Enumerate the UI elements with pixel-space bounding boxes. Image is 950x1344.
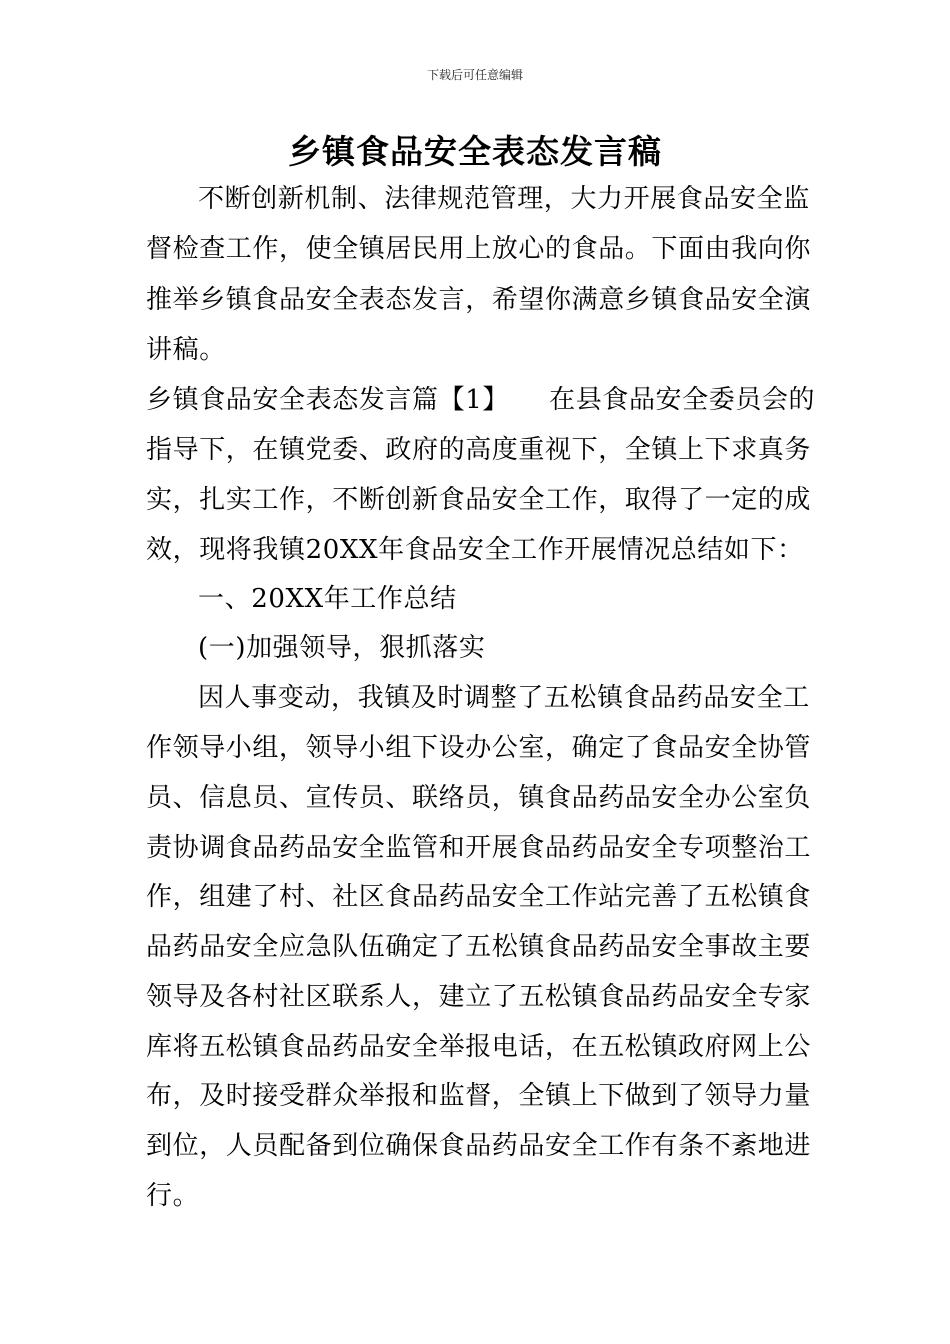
section-heading-line: 乡镇食品安全表态发言篇【1】 在县食品安全委员会的 (146, 385, 816, 415)
body-line: 库将五松镇食品药品安全举报电话，在五松镇政府网上公 (146, 1032, 812, 1062)
body-line: 不断创新机制、法律规范管理，大力开展食品安全监 (198, 184, 810, 214)
body-line: 布，及时接受群众举报和监督，全镇上下做到了领导力量 (146, 1081, 812, 1111)
body-line: 行。 (146, 1181, 200, 1211)
body-line: 实，扎实工作，不断创新食品安全工作，取得了一定的成 (146, 485, 812, 515)
subheading-line: 一、20XX年工作总结 (198, 584, 457, 614)
body-line: 作，组建了村、社区食品药品安全工作站完善了五松镇食 (146, 882, 812, 912)
document-title: 乡镇食品安全表态发言稿 (288, 132, 662, 171)
body-line: 领导及各村社区联系人，建立了五松镇食品药品安全专家 (146, 982, 812, 1012)
body-line: 作领导小组，领导小组下设办公室，确定了食品安全协管 (146, 733, 812, 763)
body-line: 因人事变动，我镇及时调整了五松镇食品药品安全工 (198, 683, 810, 713)
body-line: 品药品安全应急队伍确定了五松镇食品药品安全事故主要 (146, 932, 812, 962)
body-line: 责协调食品药品安全监管和开展食品药品安全专项整治工 (146, 833, 812, 863)
header-note: 下载后可任意编辑 (426, 68, 523, 82)
body-line: 督检查工作，使全镇居民用上放心的食品。下面由我向你 (146, 234, 812, 264)
body-line: 到位，人员配备到位确保食品药品安全工作有条不紊地进 (146, 1131, 812, 1161)
body-line: 推举乡镇食品安全表态发言，希望你满意乡镇食品安全演 (146, 285, 812, 315)
body-line: 讲稿。 (146, 335, 226, 365)
body-line: 指导下，在镇党委、政府的高度重视下，全镇上下求真务 (146, 435, 812, 465)
subheading-line: (一)加强领导，狠抓落实 (198, 633, 486, 663)
body-line: 效，现将我镇20XX年食品安全工作开展情况总结如下： (146, 535, 804, 565)
body-line: 员、信息员、宣传员、联络员，镇食品药品安全办公室负 (146, 783, 812, 813)
